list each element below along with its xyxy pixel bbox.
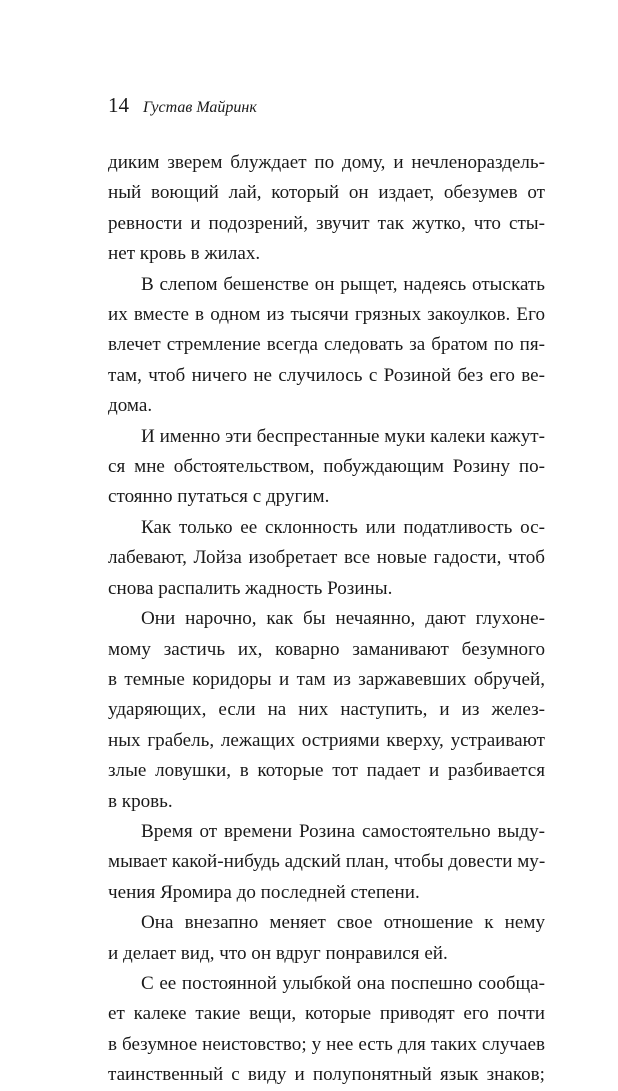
paragraph (108, 422, 545, 513)
text-line: и делает вид, что он вдруг понравился ей. (108, 942, 448, 964)
paragraph (108, 604, 545, 817)
text-line: ревности и подозрений, звучит так жутко, что сты- (108, 212, 545, 234)
text-line: С ее постоянной улыбкой она поспешно сообща- (141, 972, 545, 994)
paragraph (108, 513, 545, 604)
running-head (108, 93, 257, 121)
text-line: чения Яромира до последней степени. (108, 881, 420, 903)
text-line: нет кровь в жилах. (108, 243, 261, 265)
text-line: дома. (108, 395, 153, 417)
text-line: в безумное неистовство; у нее есть для таких случаев (108, 1033, 545, 1055)
text-line: диким зверем блуждает по дому, и нечленораздель- (108, 152, 545, 173)
running-title: Густав Майринк (143, 99, 257, 116)
text-line: влечет стремление всегда следовать за братом по пя- (108, 334, 545, 356)
text-line: И именно эти беспрестанные муки калеки кажут- (141, 425, 545, 447)
paragraph (108, 148, 545, 270)
paragraph (108, 270, 545, 422)
text-line: ударяющих, если на них наступить, и из желез- (108, 699, 545, 721)
paragraph (108, 817, 545, 908)
text-line: В слепом бешенстве он рыщет, надеясь отыскать (141, 273, 545, 295)
text-line: Как только ее склонность или податливость ос- (141, 516, 545, 538)
text-line: ный воющий лай, который он издает, обезумев от (108, 182, 545, 204)
paragraph (108, 969, 545, 1091)
text-line: в темные коридоры и там из заржавевших обручей, (108, 668, 545, 690)
text-line: ет калеке такие вещи, которые приводят его почти (108, 1003, 545, 1025)
text-line: лабевают, Лойза изобретает все новые гадости, чтоб (108, 547, 545, 569)
text-line: злые ловушки, в которые тот падает и разбивается (108, 760, 545, 782)
text-line: снова распалить жадность Розины. (108, 577, 393, 599)
text-line: их вместе в одном из тысячи грязных закоулков. Его (108, 304, 545, 326)
body-text (108, 148, 545, 1091)
text-line: мому застичь их, коварно заманивают безумного (108, 638, 545, 660)
text-line: Она внезапно меняет свое отношение к нему (141, 912, 545, 934)
text-line: ся мне обстоятельством, побуждающим Розину по- (108, 456, 545, 478)
text-line: Они нарочно, как бы нечаянно, дают глухоне- (141, 608, 545, 630)
text-line: ных грабель, лежащих остриями кверху, устраивают (108, 729, 545, 751)
text-line: там, чтоб ничего не случилось с Розиной без его ве- (108, 364, 545, 386)
text-line: в кровь. (108, 790, 173, 812)
text-line: таинственный с виду и полупонятный язык знаков; (108, 1064, 545, 1086)
text-line: мывает какой-нибудь адский план, чтобы довести му- (108, 851, 546, 873)
text-line: стоянно путаться с другим. (108, 486, 330, 508)
text-line: Время от времени Розина самостоятельно выду- (141, 820, 545, 842)
paragraph (108, 908, 545, 969)
page-number: 14 (108, 93, 129, 117)
